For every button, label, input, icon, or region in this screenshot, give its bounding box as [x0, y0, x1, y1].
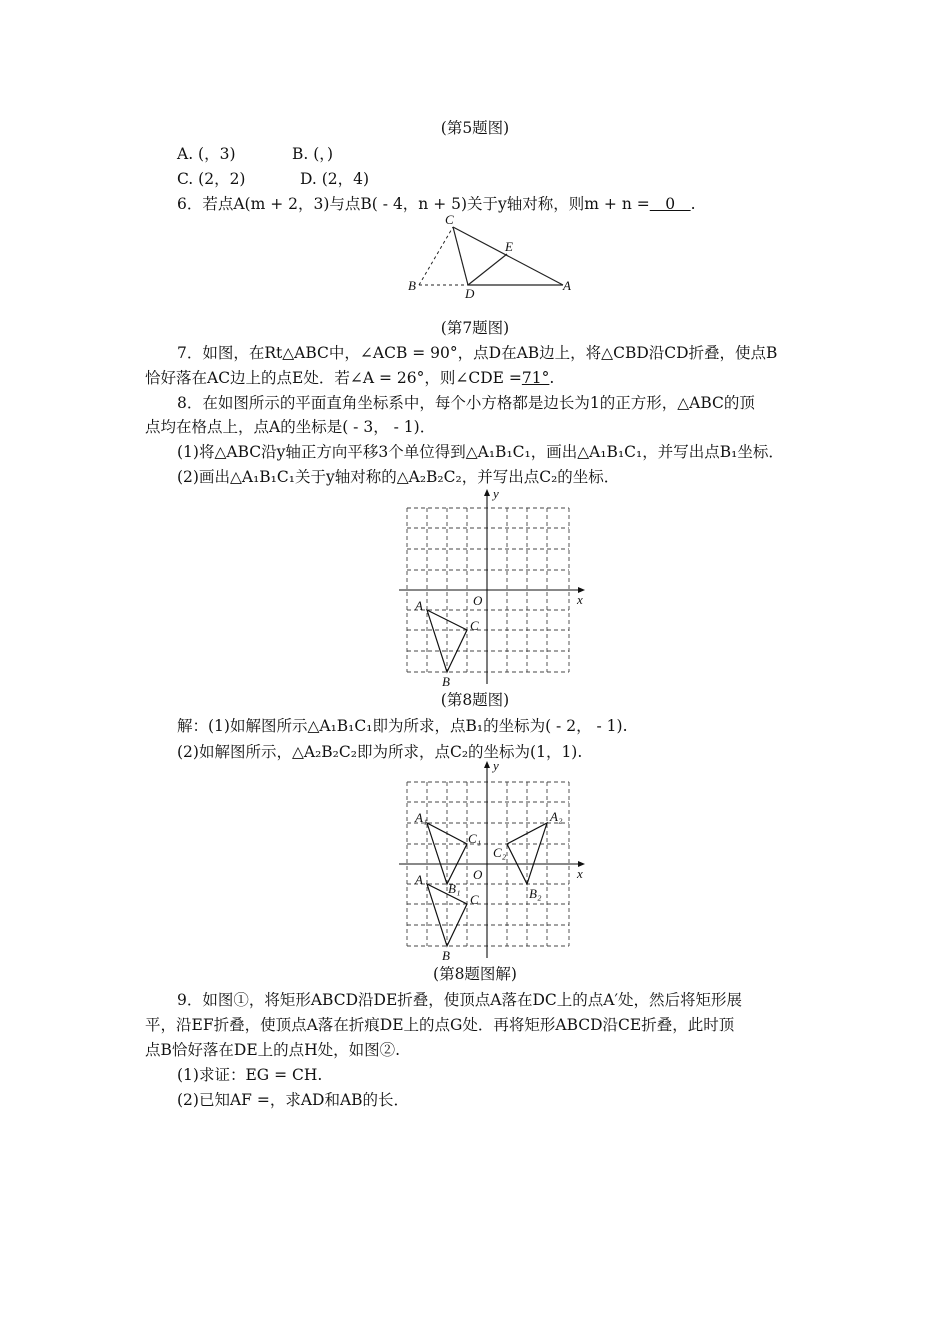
q8-y-arrow-icon [484, 489, 490, 496]
q8-solution-label-c1: C₁ [468, 831, 482, 846]
q8-solution-label-a1: A₁ [415, 810, 428, 825]
q9-line1: 9．如图①，将矩形ABCD沿DE折叠，使顶点A落在DC上的点A′处，然后将矩形展 [177, 991, 742, 1009]
q8-solution-label-a: A [415, 872, 423, 887]
q9-line4: (1)求证：EG = CH. [177, 1066, 323, 1084]
q7-label-b: B [408, 278, 416, 293]
q5-caption: (第5题图) [440, 119, 510, 137]
q8-label-o: O [473, 593, 483, 608]
q8-solution-1: 解：(1)如解图所示△A₁B₁C₁即为所求，点B₁的坐标为( - 2， - 1). [177, 717, 628, 735]
q8-solution-label-o: O [473, 867, 483, 882]
q9-line5: (2)已知AF =，求AD和AB的长． [177, 1091, 410, 1109]
q8-solution-figure [395, 758, 595, 966]
q8-line4: (2)画出△A₁B₁C₁关于y轴对称的△A₂B₂C₂，并写出点C₂的坐标． [177, 468, 620, 486]
q8-line2: 点均在格点上，点A的坐标是( - 3， - 1)． [145, 418, 436, 436]
q9-line3: 点B恰好落在DE上的点H处，如图②. [145, 1041, 401, 1059]
q8-label-a: A [415, 598, 423, 613]
q8-solution-label-b1: B₁ [448, 881, 461, 896]
q7-label-e: E [505, 239, 513, 254]
q7-label-a: A [563, 278, 571, 293]
q5-option-c: C. (2，2) [177, 170, 246, 188]
q8-solution-label-c2: C₂ [493, 845, 507, 860]
q7-segment-de [468, 254, 507, 285]
q7-figure [405, 210, 585, 302]
q8-solution-2: (2)如解图所示，△A₂B₂C₂即为所求，点C₂的坐标为(1，1). [177, 743, 583, 761]
q8-solution-y-arrow-icon [484, 761, 490, 768]
q8-figure [395, 484, 595, 690]
q8-label-x: x [577, 592, 583, 607]
q8-caption: (第8题图) [440, 691, 510, 709]
q7-segment-ca [453, 227, 563, 285]
q8-label-b: B [442, 674, 450, 689]
q8-solution-label-b2: B₂ [529, 886, 542, 901]
q7-label-d: D [465, 286, 475, 301]
q8-line1: 8．在如图所示的平面直角坐标系中，每个小方格都是边长为1的正方形，△ABC的顶 [177, 394, 755, 412]
q8-solution-label-x: x [577, 866, 583, 881]
q7-answer: 71° [521, 369, 550, 387]
q8-solution-label-a2: A₂ [550, 809, 563, 824]
q8-label-c: C [470, 618, 479, 633]
q7-segment-cd [453, 227, 468, 285]
q8-solution-label-y: y [493, 758, 499, 773]
q5-option-d: D. (2，4) [300, 170, 370, 188]
q7-line1: 7．如图，在Rt△ABC中，∠ACB = 90°，点D在AB边上，将△CBD沿CD折叠，使点B [177, 344, 778, 362]
q5-option-a: A. (，3) [177, 145, 236, 163]
q8-solution-caption: (第8题图解) [433, 965, 517, 983]
q7-segment-bc [419, 227, 453, 285]
q9-line2: 平，沿EF折叠，使顶点A落在折痕DE上的点G处．再将矩形ABCD沿CE折叠，此时顶 [145, 1016, 735, 1034]
q8-solution-label-c: C [470, 892, 479, 907]
q7-label-c: C [445, 212, 454, 227]
q5-option-b: B. (，) [292, 145, 334, 163]
q8-label-y: y [493, 486, 499, 501]
q8-solution-label-b: B [442, 948, 450, 963]
q6-text: 6．若点A(m + 2，3)与点B( - 4，n + 5)关于y轴对称，则m + n = 0 . [177, 195, 696, 213]
q7-line2: 恰好落在AC边上的点E处．若∠A = 26°，则∠CDE =71°. [145, 369, 555, 387]
q7-caption: (第7题图) [440, 319, 510, 337]
q8-line3: (1)将△ABC沿y轴正方向平移3个单位得到△A₁B₁C₁，画出△A₁B₁C₁，并写出点B₁坐标． [177, 443, 784, 461]
q6-answer: 0 [649, 195, 691, 213]
